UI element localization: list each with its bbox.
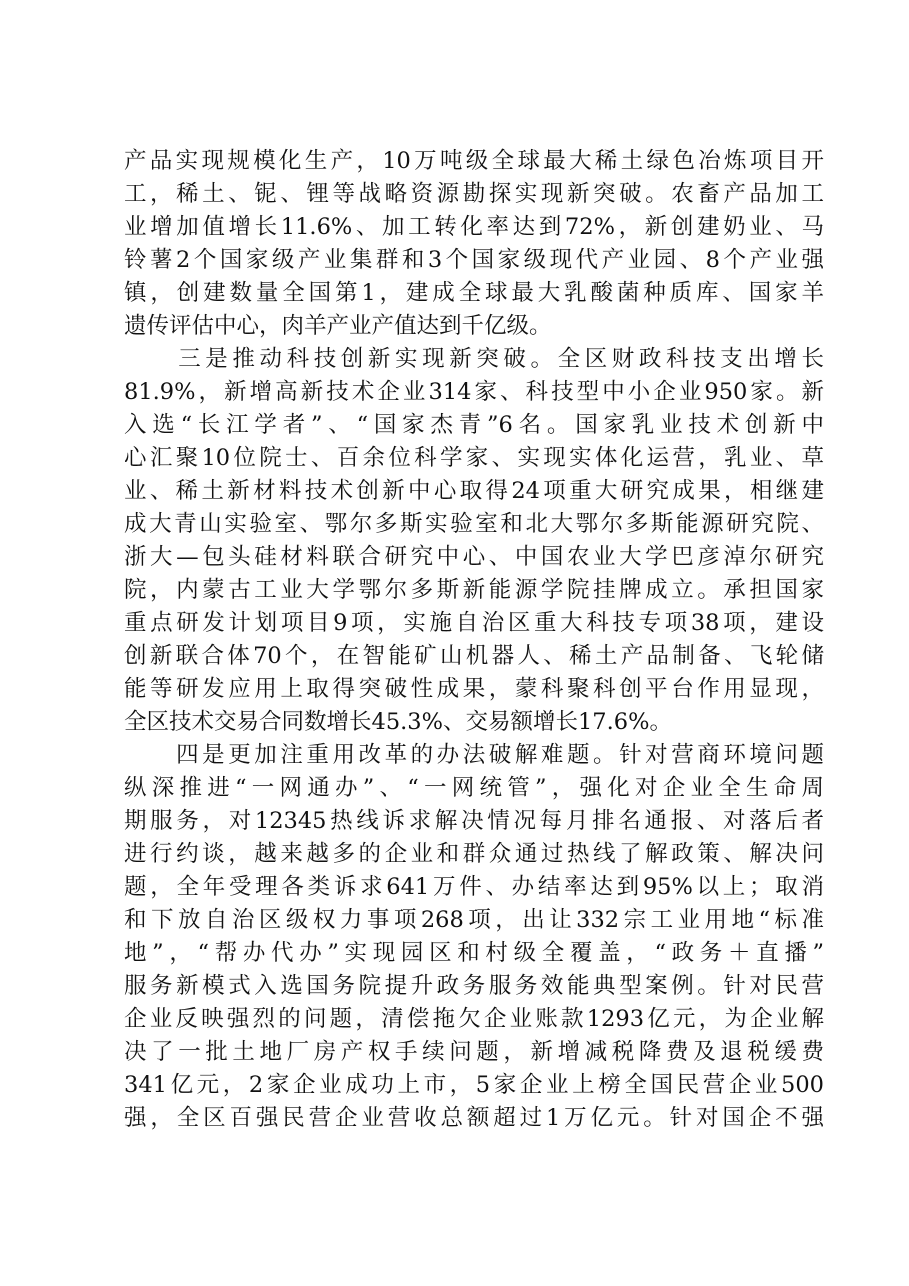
text-line: 能等研发应用上取得突破性成果，蒙科聚科创平台作用显现， [124, 676, 824, 702]
text-line: 遗传评估中心，肉羊产业产值达到千亿级。 [124, 313, 552, 339]
text-line: 入选“长江学者”、“国家杰青”6名。国家乳业技术创新中 [124, 412, 824, 438]
text-line: 和下放自治区级权力事项268项，出让332宗工业用地“标准 [124, 907, 824, 933]
text-line: 铃薯2个国家级产业集群和3个国家级现代产业园、8个产业强 [124, 247, 824, 273]
text-line: 决了一批土地厂房产权手续问题，新增减税降费及退税缓费 [124, 1039, 824, 1065]
text-line: 产品实现规模化生产，10万吨级全球最大稀土绿色冶炼项目开 [124, 148, 824, 174]
body-text [124, 145, 824, 1135]
text-line: 进行约谈，越来越多的企业和群众通过热线了解政策、解决问 [124, 841, 824, 867]
text-line: 341亿元，2家企业成功上市，5家企业上榜全国民营企业500 [124, 1072, 824, 1098]
text-line: 工，稀土、铌、锂等战略资源勘探实现新突破。农畜产品加工 [124, 181, 824, 207]
text-line: 浙大—包头硅材料联合研究中心、中国农业大学巴彦淖尔研究 [124, 544, 824, 570]
text-line: 业增加值增长11.6%、加工转化率达到72%，新创建奶业、马 [124, 214, 824, 240]
text-line: 企业反映强烈的问题，清偿拖欠企业账款1293亿元，为企业解 [124, 1006, 824, 1032]
paragraph-start-line: 四是更加注重用改革的办法破解难题。针对营商环境问题 [124, 742, 824, 768]
text-line: 创新联合体70个，在智能矿山机器人、稀土产品制备、飞轮储 [124, 643, 824, 669]
text-line: 强，全区百强民营企业营收总额超过1万亿元。针对国企不强 [124, 1105, 824, 1131]
text-line: 全区技术交易合同数增长45.3%、交易额增长17.6%。 [124, 709, 672, 735]
text-line: 期服务，对12345热线诉求解决情况每月排名通报、对落后者 [124, 808, 824, 834]
text-line: 院，内蒙古工业大学鄂尔多斯新能源学院挂牌成立。承担国家 [124, 577, 824, 603]
text-line: 服务新模式入选国务院提升政务服务效能典型案例。针对民营 [124, 973, 824, 999]
text-line: 业、稀土新材料技术创新中心取得24项重大研究成果，相继建 [124, 478, 824, 504]
text-line: 重点研发计划项目9项，实施自治区重大科技专项38项，建设 [124, 610, 824, 636]
text-line: 81.9%，新增高新技术企业314家、科技型中小企业950家。新 [124, 379, 824, 405]
text-line: 成大青山实验室、鄂尔多斯实验室和北大鄂尔多斯能源研究院、 [124, 511, 824, 537]
text-line: 题，全年受理各类诉求641万件、办结率达到95%以上；取消 [124, 874, 824, 900]
text-line: 纵深推进“一网通办”、“一网统管”，强化对企业全生命周 [124, 775, 824, 801]
text-line: 心汇聚10位院士、百余位科学家、实现实体化运营，乳业、草 [124, 445, 824, 471]
paragraph-start-line: 三是推动科技创新实现新突破。全区财政科技支出增长 [124, 346, 824, 372]
text-line: 镇，创建数量全国第1，建成全球最大乳酸菌种质库、国家羊 [124, 280, 824, 306]
text-line: 地”，“帮办代办”实现园区和村级全覆盖，“政务＋直播” [124, 940, 824, 966]
